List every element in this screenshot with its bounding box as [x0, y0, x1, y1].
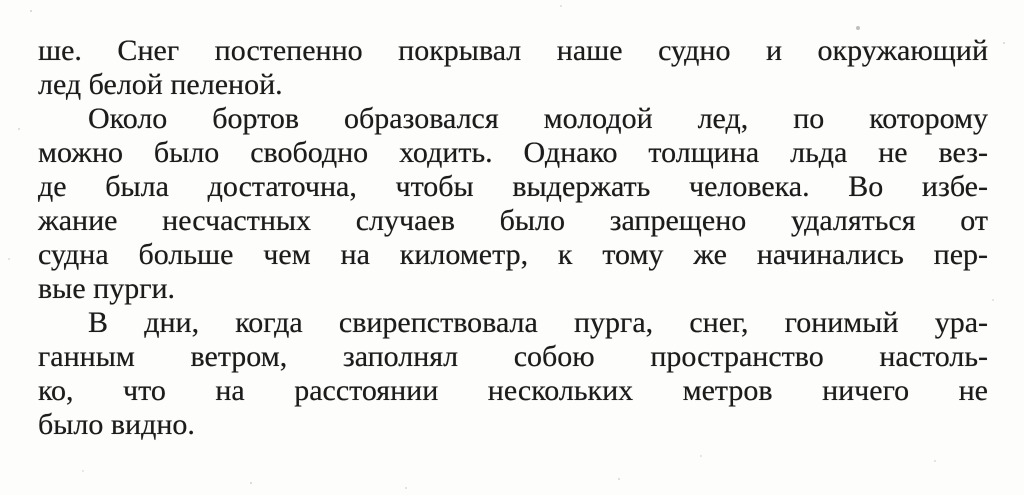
text-line: можно было свободно ходить. Однако толщина льда не вез-: [38, 136, 988, 169]
text-line: ше. Снег постепенно покрывал наше судно и окружающий: [38, 34, 988, 67]
paragraph: [38, 102, 988, 306]
text-line: жание несчастных случаев было запрещено удаляться от: [38, 204, 988, 237]
paragraph: [38, 306, 988, 442]
text-line: ганным ветром, заполнял собою пространство настоль-: [38, 340, 988, 373]
text-line: Около бортов образовался молодой лед, по которому: [88, 102, 988, 135]
text-line: вые пурги.: [38, 272, 176, 305]
text-block: [38, 34, 988, 442]
text-line: судна больше чем на километр, к тому же начинались пер-: [38, 238, 988, 271]
scan-noise: [0, 0, 2, 2]
text-line: лед белой пеленой.: [38, 68, 283, 101]
text-line: было видно.: [38, 408, 195, 441]
text-line: В дни, когда свирепствовала пурга, снег, гонимый ура-: [88, 306, 988, 339]
paragraph: [38, 34, 988, 102]
text-line: де была достаточна, чтобы выдержать человека. Во избе-: [38, 170, 988, 203]
text-line: ко, что на расстоянии нескольких метров ничего не: [38, 374, 988, 407]
